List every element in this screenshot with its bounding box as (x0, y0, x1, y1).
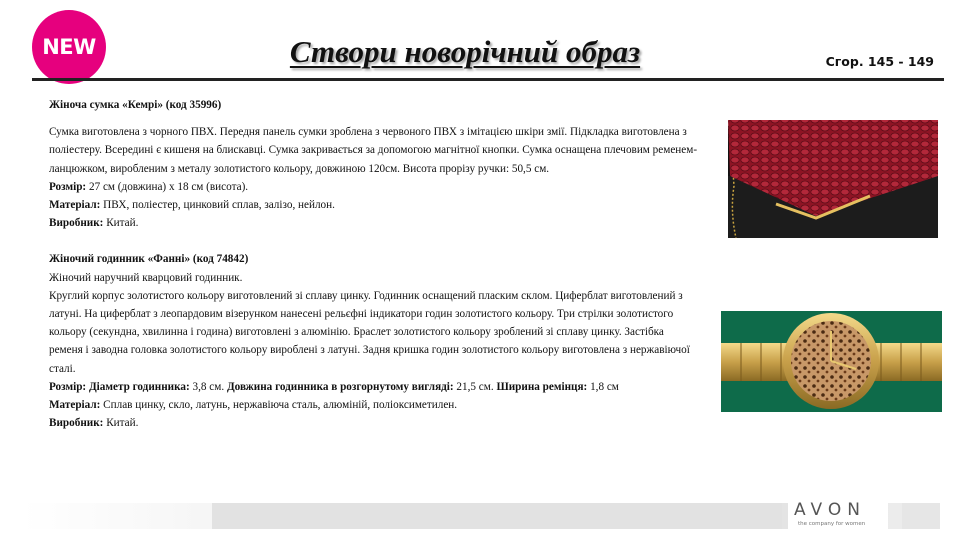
bag-description: Сумка виготовлена з чорного ПВХ. Передня панель сумки зроблена з червоного ПВХ з імітацією шкіри змії. Підкладка виготовлена з поліестеру. Всередині є кишеня на блискавці. Сумка закривається за допомогою магнітної кнопки. Сумка оснащена плечовим ременем-ланцюжком, виробленим з металу золотистого кольору, довжиною 120см. Висота прорізу ручки: 50,5 см. (49, 126, 698, 175)
watch-width-label: Ширина ремінця: (496, 380, 588, 393)
avon-wordmark: AVON (794, 500, 866, 520)
bag-maker-label: Виробник: (49, 217, 104, 230)
watch-maker-value: Китай. (103, 417, 139, 430)
product-descriptions (49, 96, 699, 432)
bag-photo (720, 116, 942, 242)
watch-maker-label: Виробник: (49, 417, 104, 430)
watch-width-value: 1,8 см (587, 380, 619, 393)
bag-size (49, 178, 699, 196)
bag-size-value: 27 см (довжина) х 18 см (висота). (86, 180, 249, 193)
watch-heading: Жіночий годинник «Фанні» (код 74842) (49, 253, 249, 266)
avon-logo (788, 496, 888, 532)
watch-size (49, 378, 699, 396)
watch-photo (721, 311, 942, 412)
watch-material-label: Матеріал: (49, 399, 101, 412)
watch-subtitle: Жіночий наручний кварцовий годинник. (49, 271, 243, 284)
watch-size-label: Розмір: Діаметр годинника: (49, 380, 190, 393)
watch-size-value: 3,8 см. (189, 380, 227, 393)
watch-maker (49, 414, 699, 432)
bag-material-value: ПВХ, поліестер, цинковий сплав, залізо, нейлон. (100, 199, 335, 212)
avon-tagline: the company for women (798, 521, 866, 527)
watch-material (49, 396, 699, 414)
header-divider (32, 78, 944, 81)
bag-size-label: Розмір: (49, 180, 87, 193)
bag-heading: Жіноча сумка «Кемрі» (код 35996) (49, 99, 222, 111)
page-title: Створи новорічний образ (289, 34, 641, 69)
bag-maker-value: Китай. (103, 217, 139, 230)
watch-length-label: Довжина годинника в розгорнутому вигляді: (226, 380, 454, 393)
watch-description: Круглий корпус золотистого кольору виготовлений зі сплаву цинку. Годинник оснащений пласким склом. Циферблат виготовлений з латуні. На циферблат з леопардовим візерунком нанесені рельєфні індикатори годин золотистого кольору. Три стрілки золотистого кольору (секундна, хвилинна і година) виготовлені з алюмінію. Браслет золотистого кольору зроблений зі сплаву цинку. Застібка ременя і заводна головка золотистого кольору вироблені з латуні. Задня кришка годин золотистого кольору виготовлена з нержавіючої сталі. (49, 289, 690, 375)
bag-material-label: Матеріал: (49, 199, 101, 212)
watch-material-value: Сплав цинку, скло, латунь, нержавіюча сталь, алюміній, поліоксиметилен. (100, 399, 458, 412)
watch-length-value: 21,5 см. (453, 380, 497, 393)
bag-material (49, 196, 699, 214)
page-range: Сгор. 145 - 149 (825, 54, 934, 69)
bag-maker (49, 214, 699, 232)
new-badge-label: NEW (42, 35, 96, 59)
